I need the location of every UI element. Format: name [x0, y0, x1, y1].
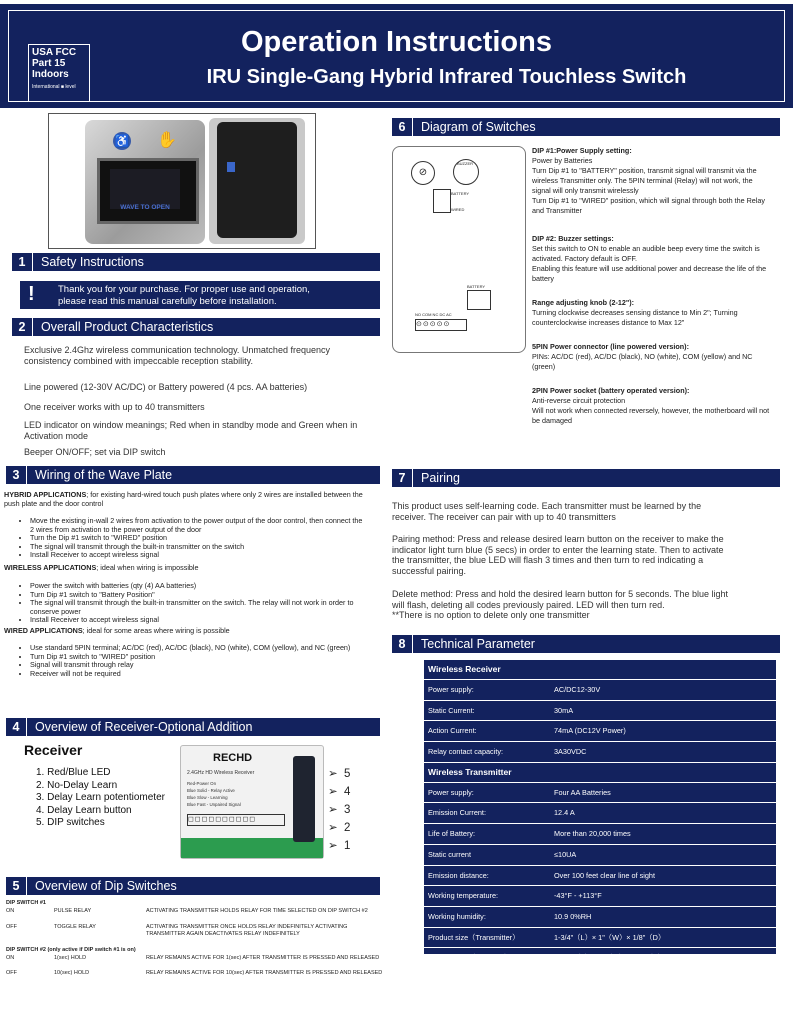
table-row	[424, 866, 776, 887]
note-block	[532, 146, 770, 234]
note-title: 2PIN Power socket (battery operated version):	[532, 386, 690, 395]
table-row	[424, 928, 776, 949]
param-name: Working temperature:	[428, 891, 499, 901]
dip-desc: RELAY REMAINS ACTIVE FOR 10(sec) AFTER TRANSMITTER IS PRESSED AND RELEASED	[146, 970, 383, 976]
section-header-pairing	[392, 469, 780, 487]
note-block	[532, 386, 770, 426]
wiring-wireless-intro	[4, 564, 380, 573]
param-value: Four AA Batteries	[554, 787, 611, 797]
page-subtitle: IRU Single-Gang Hybrid Infrared Touchless Switch	[206, 66, 687, 88]
list-item: • The signal will transmit through the built-in transmitter on the switch	[30, 543, 363, 552]
receiver-parts-list	[36, 767, 165, 830]
legend-item: Red-Power On	[187, 781, 217, 786]
note-title: Range adjusting knob (2-12"):	[532, 298, 635, 307]
tech-group-header: Wireless Receiver	[424, 660, 776, 680]
tech-table	[424, 660, 776, 963]
list-item: • Signal will transmit through relay	[30, 661, 363, 670]
param-value: 10.9 0%RH	[554, 911, 592, 921]
wired-label: WIRED	[451, 207, 465, 212]
list-item: 5. DIP switches	[36, 817, 105, 828]
dip-mode: PULSE RELAY	[54, 908, 92, 914]
dip-state: ON	[6, 955, 15, 961]
note-block	[532, 234, 770, 298]
section-number: 6	[392, 118, 413, 136]
back-plate-image	[209, 118, 305, 244]
list-item: • Power the switch with batteries (qty (4) AA batteries)	[30, 582, 363, 591]
list-item: • Install Receiver to accept wireless signal	[30, 551, 363, 560]
hand-icon: ✋	[157, 132, 177, 149]
list-item: • The signal will transmit through the built-in transmitter on the switch. The relay will not work in order to conserve power	[30, 599, 363, 616]
buzzer-label: BUZZER	[457, 161, 473, 166]
dip-state: ON	[6, 908, 15, 914]
param-name: Static Current:	[428, 705, 475, 715]
wired-label: WIRED APPLICATIONS	[4, 626, 83, 635]
list-item: • Use standard 5PIN terminal; AC/DC (red), AC/DC (black), NO (white), COM (yellow), and NC (green)	[30, 644, 363, 653]
param-name: Power supply:	[428, 685, 474, 694]
pairing-note: **There is no option to delete only one transmitter	[392, 610, 590, 620]
section-number: 2	[12, 318, 33, 336]
param-name: Action Current:	[428, 726, 477, 736]
table-row	[424, 948, 776, 968]
warning-icon: !	[28, 283, 35, 305]
board-brand: RECHD	[213, 752, 253, 764]
param-value: More than 20,000 times	[554, 829, 631, 839]
logo-line: USA FCC	[32, 47, 77, 58]
dip-state: OFF	[6, 924, 17, 930]
pairing-paragraph: Delete method: Press and hold the desired learn button for 5 seconds. The blue light will flash, deleting all codes previously paired. LED will then turn red.	[392, 589, 729, 610]
table-row	[424, 907, 776, 928]
section-title: Pairing	[421, 471, 460, 485]
section-header-dip	[6, 877, 380, 895]
section-header-safety	[12, 253, 380, 271]
table-row	[424, 680, 776, 701]
dip1-title: DIP SWITCH #1	[6, 900, 46, 906]
section-title: Diagram of Switches	[421, 120, 536, 134]
section-title: Safety Instructions	[41, 255, 144, 269]
board-title: 2.4GHz HD Wireless Receiver	[187, 770, 255, 776]
terminal-block-icon: ⊙⊙⊙⊙⊙	[415, 319, 467, 331]
note-body: Turning clockwise decreases sensing distance to Min 2"; Turning counterclockwise increases distance to Max 12"	[532, 308, 738, 327]
side-controls	[293, 756, 315, 842]
note-body: Anti-reverse circuit protection Will not work when connected reversely, however, the motherboard will not be damaged	[532, 396, 770, 425]
section-number: 7	[392, 469, 413, 487]
page-title: Operation Instructions	[241, 26, 552, 58]
param-value: 3A30VDC	[554, 747, 587, 757]
callout: ➢ 1	[328, 840, 351, 852]
param-value: 2-3/4"（L）× 2"（W）× 5/8"（D）	[554, 953, 666, 963]
note-block	[532, 342, 770, 386]
dip-mode: 1(sec) HOLD	[54, 955, 87, 961]
section-header-wiring	[6, 466, 380, 484]
param-name: Static current	[428, 849, 471, 859]
plate-label: WAVE TO OPEN	[120, 204, 170, 211]
product-photo	[48, 113, 316, 249]
dip-desc: ACTIVATING TRANSMITTER HOLDS RELAY FOR TIME SELECTED ON DIP SWITCH #2	[146, 908, 368, 914]
wiring-wired-intro	[4, 627, 380, 636]
tech-group-header: Wireless Transmitter	[424, 763, 776, 783]
param-value: 30mA	[554, 705, 574, 715]
param-name: Life of Battery:	[428, 829, 476, 839]
param-value: AC/DC12-30V	[554, 685, 601, 694]
section-number: 5	[6, 877, 27, 895]
list-item: 4. Delay Learn button	[36, 804, 132, 816]
dip-switch-icon	[433, 189, 451, 213]
param-value: ≤10UA	[554, 849, 577, 859]
table-row	[424, 886, 776, 907]
dip-mode: 10(sec) HOLD	[54, 970, 90, 976]
characteristic-item: LED indicator on window meanings; Red when in standby mode and Green when in Activation mode	[24, 420, 358, 441]
diagram-notes	[532, 146, 770, 426]
hybrid-label: HYBRID APPLICATIONS	[4, 490, 87, 499]
param-name: Relay contact capacity:	[428, 747, 504, 757]
note-block	[532, 298, 770, 342]
characteristic-item: One receiver works with up to 40 transmitters	[24, 402, 205, 412]
safety-line: Thank you for your purchase. For proper use and operation,	[58, 284, 310, 295]
dip-state: OFF	[6, 970, 17, 976]
table-row	[424, 742, 776, 763]
dip-block: ◻◻◻◻◻◻◻◻◻◻	[187, 814, 285, 826]
legend-item: Blue Slow - Learning	[187, 795, 228, 800]
receiver-heading: Receiver	[24, 742, 83, 758]
characteristic-item: Line powered (12-30V AC/DC) or Battery powered (4 pcs. AA batteries)	[24, 382, 308, 392]
characteristic-item: Beeper ON/OFF; set via DIP switch	[24, 447, 166, 457]
note-title: DIP #2: Buzzer settings:	[532, 234, 614, 243]
callout: ➢ 5	[328, 768, 351, 780]
note-body: PINs: AC/DC (red), AC/DC (black), NO (white), COM (yellow) and NC (green)	[532, 352, 753, 371]
table-row	[424, 701, 776, 722]
list-item: • Turn Dip #1 switch to "Battery Position"	[30, 591, 363, 600]
front-plate-image	[85, 120, 205, 244]
note-title: 5PIN Power connector (line powered version):	[532, 342, 689, 351]
callout: ➢ 2	[328, 822, 351, 834]
note-title: DIP #1:Power Supply setting:	[532, 146, 632, 155]
param-name: Product size（Receiver）	[428, 953, 512, 963]
list-item: 2. No-Delay Learn	[36, 779, 118, 791]
logo-line: International ■ level	[32, 84, 76, 90]
param-name: Emission distance:	[428, 870, 489, 880]
section-number: 4	[6, 718, 27, 736]
sensor-window	[97, 158, 199, 224]
param-name: Product size（Transmitter）	[428, 932, 520, 942]
battery-connector-label: BATTERY	[467, 284, 486, 289]
receiver-callouts	[328, 765, 350, 855]
wired-list	[18, 644, 363, 678]
wireless-label: WIRELESS APPLICATIONS	[4, 563, 97, 572]
range-knob-icon: ⊘	[411, 161, 435, 185]
dip2-title: DIP SWITCH #2 (only active if DIP switch #1 is on)	[6, 947, 136, 953]
receiver-board-image	[180, 745, 324, 859]
section-header-characteristics	[12, 318, 380, 336]
table-row	[424, 783, 776, 804]
wireless-list	[18, 582, 363, 625]
battery-label: BATTERY	[451, 191, 470, 196]
section-number: 8	[392, 635, 413, 653]
hybrid-desc: ; for existing hard-wired touch push plates where only 2 wires are installed between the push plate and the door control	[4, 490, 363, 508]
logo-line: Part 15	[32, 58, 66, 69]
battery-connector-icon	[467, 290, 491, 310]
section-title: Overview of Dip Switches	[35, 879, 177, 893]
list-item: • Receiver will not be required	[30, 670, 363, 679]
param-value: 12.4 A	[554, 808, 575, 818]
safety-line: please read this manual carefully before installation.	[58, 295, 277, 307]
legend-item: Blue Fast - Unpaired Signal	[187, 802, 241, 807]
table-row	[424, 721, 776, 742]
header-banner	[0, 4, 793, 108]
section-title: Technical Parameter	[421, 637, 535, 651]
wiring-hybrid-intro	[4, 491, 380, 508]
param-value: Over 100 feet clear line of sight	[554, 870, 655, 880]
dip-desc: RELAY REMAINS ACTIVE FOR 1(sec) AFTER TRANSMITTER IS PRESSED AND RELEASED	[146, 955, 380, 961]
section-header-tech	[392, 635, 780, 653]
dip-desc: ACTIVATING TRANSMITTER ONCE HOLDS RELAY INDEFINITELY ACTIVATING TRANSMITTER AGAIN DEACTIVATES RELAY INDEFINITELY	[146, 924, 348, 937]
section-header-diagram	[392, 118, 780, 136]
callout: ➢ 4	[328, 786, 351, 798]
list-item: • Install Receiver to accept wireless signal	[30, 616, 363, 625]
note-body: Set this switch to ON to enable an audible beep every time the switch is activated. Factory default is OFF. Enabling this feature will use additional power and decrease the life of the battery	[532, 244, 767, 283]
board-legend	[187, 780, 241, 808]
callout: ➢ 3	[328, 804, 351, 816]
list-item: 1. Red/Blue LED	[36, 767, 111, 778]
safety-notice	[20, 281, 380, 309]
note-body: Power by Batteries Turn Dip #1 to "BATTERY" position, transmit signal will transmit via the wireless Transmitter only. The 5PIN terminal (Relay) will not work, the signal will only transmit wirelessly Turn Dip #1 to "WIRED" position, which will signal through both the Relay and Transmitter	[532, 156, 765, 215]
characteristic-item: Exclusive 2.4Ghz wireless communication technology. Unmatched frequency consistency combined with impeccable reception stability.	[24, 345, 330, 366]
wired-desc: ; ideal for some areas where wiring is possible	[82, 626, 230, 635]
param-name: Working humidity:	[428, 911, 486, 921]
param-value: 74mA (DC12V Power)	[554, 726, 626, 736]
list-item: • Turn Dip #1 switch to "WIRED" position	[30, 653, 363, 662]
terminal-label: NO COM NC DC AC	[415, 312, 452, 317]
legend-item: Blue Solid - Relay Active	[187, 788, 235, 793]
param-value: -43°F - +113°F	[554, 891, 602, 901]
param-name: Emission Current:	[428, 808, 486, 818]
logo-line: Indoors	[32, 69, 69, 80]
section-number: 3	[6, 466, 27, 484]
section-title: Overview of Receiver-Optional Addition	[35, 720, 253, 734]
list-item: 3. Delay Learn potentiometer	[36, 792, 165, 803]
param-value: 1-3/4"（L）× 1"（W）× 1/8"（D）	[554, 932, 666, 942]
wireless-desc: ; ideal when wiring is impossible	[96, 563, 199, 572]
switch-diagram	[392, 146, 526, 353]
section-header-receiver	[6, 718, 380, 736]
section-title: Wiring of the Wave Plate	[35, 468, 173, 482]
table-row	[424, 824, 776, 845]
pairing-paragraph: This product uses self-learning code. Each transmitter must be learned by the receiver. The receiver can pair with up to 40 transmitters	[392, 501, 702, 522]
pairing-paragraph: Pairing method: Press and release desired learn button on the receiver to make the indicator light turn blue (5 secs) in order to enter the learning state. Then to activate the transmitter, the blue LED will flash 3 times and then turn to red indicating a successful pairing.	[392, 534, 724, 576]
param-name: Power supply:	[428, 787, 474, 797]
section-title: Overall Product Characteristics	[41, 320, 214, 334]
table-row	[424, 845, 776, 866]
wheelchair-icon: ♿	[114, 134, 130, 148]
dip-mode: TOGGLE RELAY	[54, 924, 96, 930]
list-item: • Turn the Dip #1 switch to "WIRED" position	[30, 534, 363, 543]
hybrid-list	[18, 517, 363, 560]
table-row	[424, 803, 776, 824]
list-item: • Move the existing in-wall 2 wires from activation to the power output of the door control, then connect the 2 wires from activation to the power output of the door	[30, 517, 363, 534]
section-number: 1	[12, 253, 33, 271]
